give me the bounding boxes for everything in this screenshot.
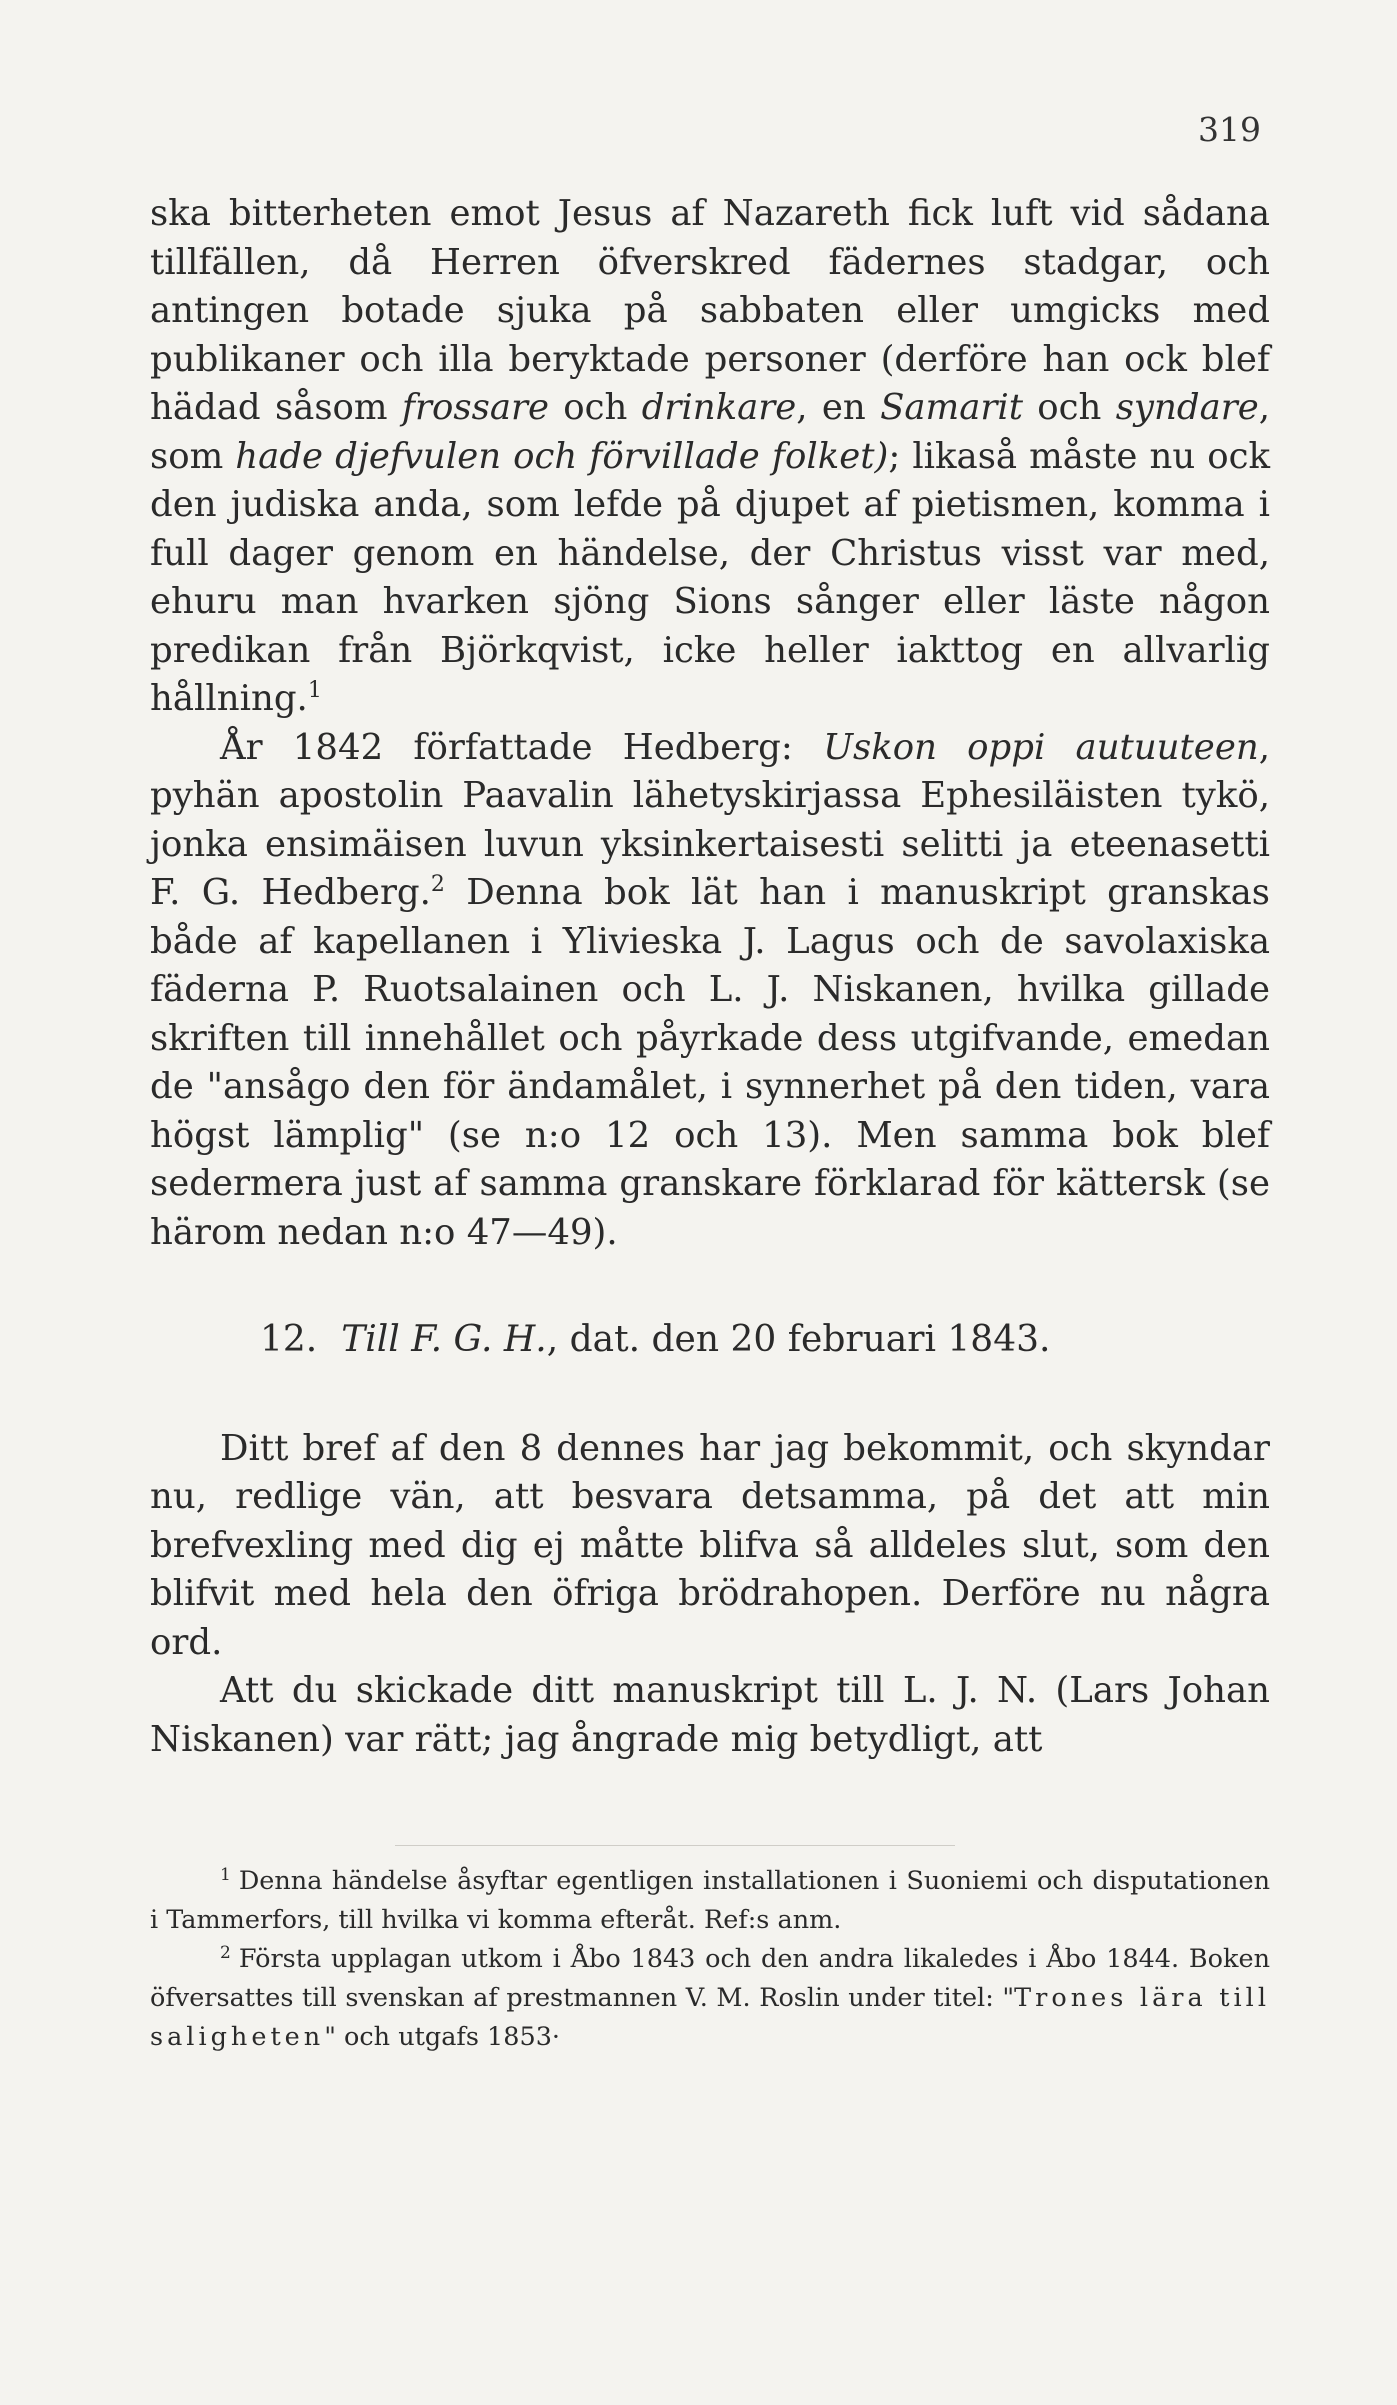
footnote-divider (395, 1845, 955, 1846)
letter-addressee: Till F. G. H. (341, 1319, 547, 1360)
letter-number: 12. (260, 1319, 318, 1360)
paragraph-2: År 1842 författade Hedberg: Uskon oppi autuuteen, pyhän apostolin Paavalin lähetyskirjassa Ephesiläisten tykö, jonka ensimäisen luvun yksinkertaisesti selitti ja eteenasetti F. G. Hedberg.$^2$ Denna bok lät han i manuskript granskas både af kapellanen i Ylivieska J. Lagus och de savolaxiska fäderna P. Ruotsalainen och L. J. Niskanen, hvilka gillade skriften till innehållet och påyrkade dess utgifvande, emedan de "ansågo den för ändamålet, i synnerhet på den tiden, vara högst lämplig" (se n:o 12 och 13). Men samma bok blef sedermera just af samma granskare förklarad för kättersk (se härom nedan n:o 47—49). (150, 726, 1270, 1253)
letter-heading (150, 1316, 1270, 1365)
page-number: 319 (1198, 110, 1261, 149)
footnote-ref-1: 1 (307, 678, 322, 704)
letter-date: , dat. den 20 februari 1843. (546, 1319, 1051, 1360)
main-text (150, 190, 1270, 1764)
paragraph-1: ska bitterheten emot Jesus af Nazareth fick luft vid sådana tillfällen, då Herren öfverskred fädernes stadgar, och antingen botade sjuka på sabbaten eller umgicks med publikaner och illa beryktade personer (derföre han ock blef hädad såsom frossare och drinkare, en Samarit och syndare, som hade djefvulen och förvillade folket); likaså måste nu ock den judiska anda, som lefde på djupet af pietismen, komma i full dager genom en händelse, der Christus visst var med, ehuru man hvarken sjöng Sions sånger eller läste någon predikan från Björkqvist, icke heller iakttog en allvarlig hållning.$^1$ (150, 193, 1271, 719)
footnote-ref-2: 2 (430, 872, 445, 898)
footnotes (150, 1862, 1270, 2057)
paragraph-4: Att du skickade ditt manuskript till L. J. N. (Lars Johan Niskanen) var rätt; jag ångrade mig betydligt, att (150, 1670, 1270, 1760)
footnote-2: $^2$ Första upplagan utkom i Åbo 1843 och den andra likaledes i Åbo 1844. Boken öfversattes till svenskan af prestmannen V. M. Roslin under titel: "Trones lära till saligheten" och utgafs 1853· (150, 1942, 1270, 2052)
paragraph-3: Ditt bref af den 8 dennes har jag bekommit, och skyndar nu, redlige vän, att besvara detsamma, på det att min brefvexling med dig ej måtte blifva så alldeles slut, som den blifvit med hela den öfriga brödrahopen. Derföre nu några ord. (150, 1427, 1270, 1663)
footnote-1: $^1$ Denna händelse åsyftar egentligen installationen i Suoniemi och disputationen i Tammerfors, till hvilka vi komma efteråt. Ref:s anm. (150, 1864, 1270, 1935)
